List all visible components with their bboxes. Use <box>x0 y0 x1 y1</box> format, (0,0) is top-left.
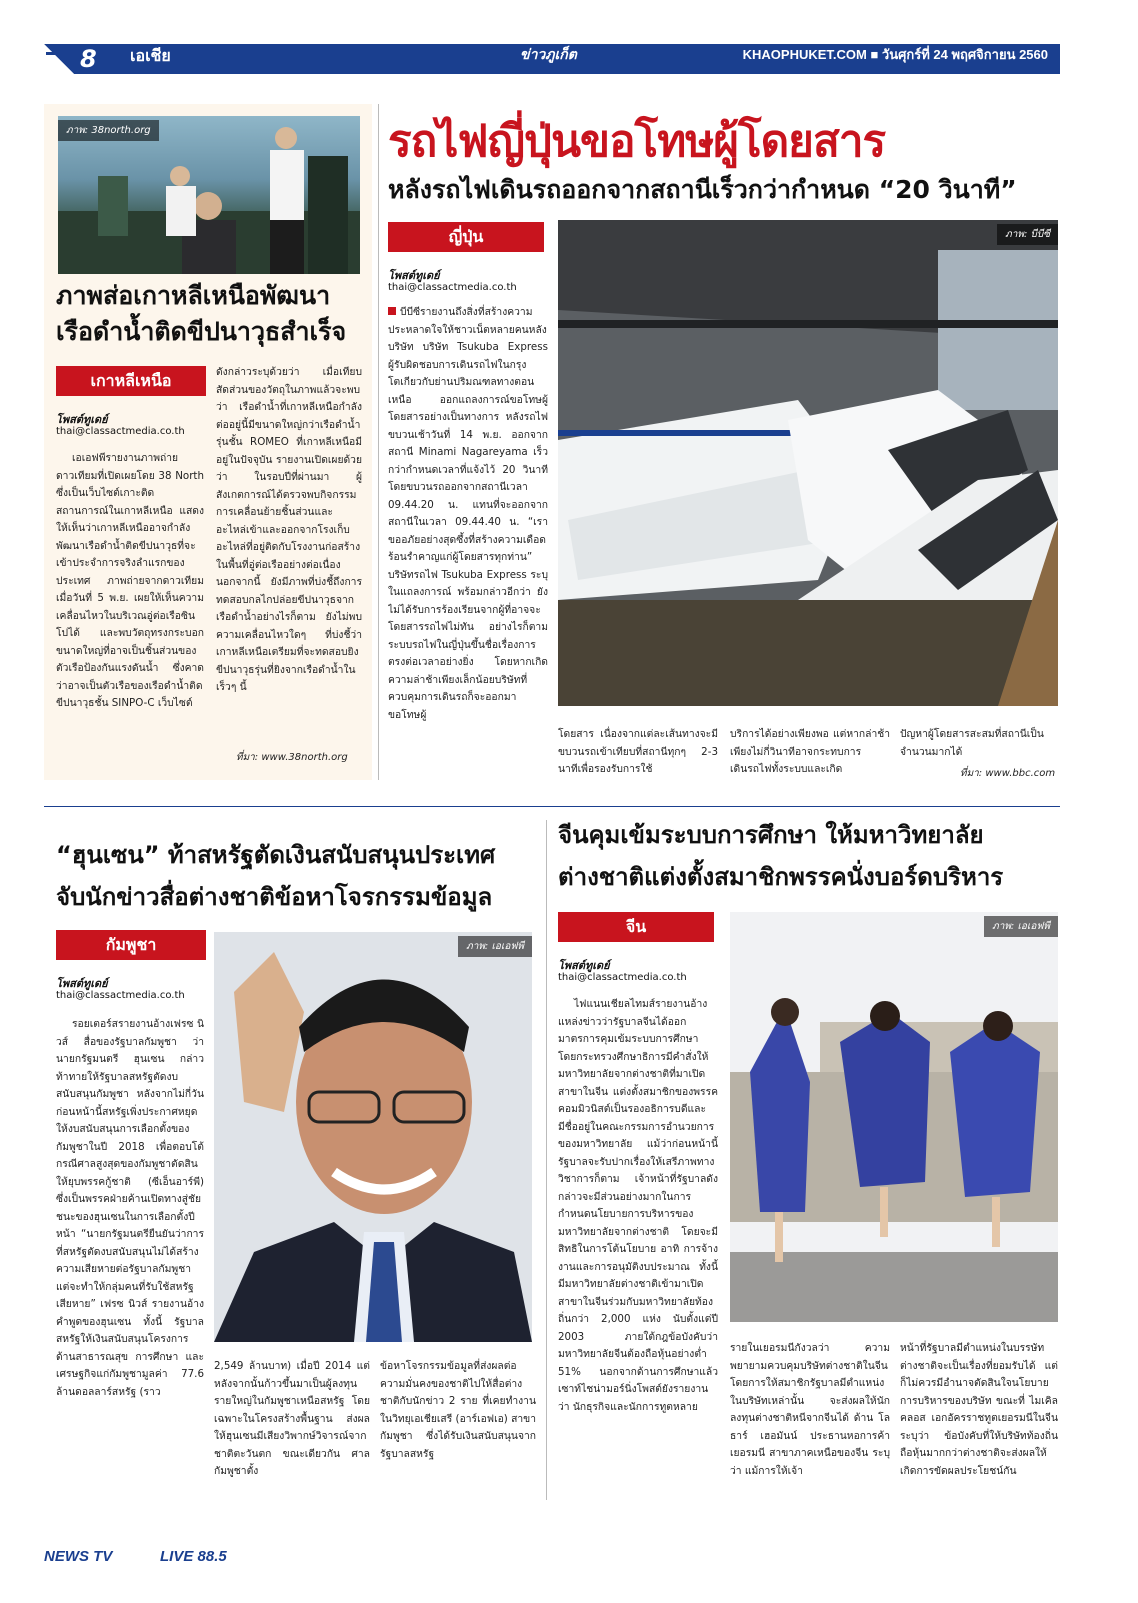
train-body-col3: บริการได้อย่างเพียงพอ แต่หากล่าช้าเพียงไม่กี่วินาทีอาจกระทบการเดินรถไฟทั้งระบบและเกิด <box>730 728 890 775</box>
train-headline: รถไฟญี่ปุ่นขอโทษผู้โดยสาร <box>388 116 886 167</box>
corner-logo-icon <box>44 44 74 74</box>
author-email: thai@classactmedia.co.th <box>388 282 517 293</box>
train-body-text: บีบีซีรายงานถึงสิ่งที่สร้างความประหลาดใจให้ชาวเน็ตหลายคนหลังบริษัท บริษัท Tsukuba Express ผู้รับผิดชอบการเดินรถไฟในกรุงโตเกียวกับย่านปริมณฑลทางตอนเหนือ ออกแถลงการณ์ขอโทษผู้โดยสารอย่างเป็นทางการ หลังรถไฟขบวนเช้าวันที่ 14 พ.ย. ออกจากสถานี Minami Nagareyama เร็วกว่ากำหนดเวลาที่แจ้งไว้ 20 วินาที โดยขบวนรถออกจากสถานีเวลา 09.44.20 น. แทนที่จะออกจากสถานีในเวลา 09.44.40 น. “เราขออภัยอย่างสุดซึ้งที่สร้างความเดือดร้อนรำคาญแก่ผู้โดยสารทุกท่าน” บริษัทรถไฟ Tsukuba Express ระบุในแถลงการณ์ พร้อมกล่าวอีกว่า ยังไม่ได้รับการร้องเรียนจากผู้ที่อาจจะโดยสารรถไฟไม่ทัน อย่างไรก็ตาม ระบบรถไฟในญี่ปุ่นขึ้นชื่อเรื่องการตรงต่อเวลาอย่างยิ่ง โดยหากเกิดความล่าช้าเพียงเล็กน้อยบริษัทที่ควบคุมการเดินรถก็จะออกมาขอโทษผู้ <box>388 306 548 721</box>
north-korea-photo <box>58 116 360 274</box>
china-body-col3: หน้าที่รัฐบาลมีตำแหน่งในบรรษัทต่างชาติจะเป็นเรื่องที่ยอมรับได้ แต่ก็ไม่ควรมีอำนาจตัดสินใจนโยบายการบริหารของบริษัท ขณะที่ ไมเคิล คลอส เอกอัครราชทูตเยอรมนีในจีน ระบุว่า ข้อบังคับที่ให้บริษัทท้องถิ่นถือหุ้นมากกว่าต่างชาติจะส่งผลให้เกิดการขัดผลประโยชน์กัน <box>900 1342 1058 1477</box>
author-name: โพสต์ทูเดย์ <box>56 413 108 426</box>
author-name: โพสต์ทูเดย์ <box>388 269 440 282</box>
author-email: thai@classactmedia.co.th <box>56 990 185 1001</box>
hunsen-headline-2: จับนักข่าวสื่อต่างชาติข้อหาโจรกรรมข้อมูล <box>56 883 493 911</box>
photo-credit: ภาพ: บีบีซี <box>997 224 1058 245</box>
cambodia-tag: กัมพูชา <box>56 930 206 960</box>
japan-tag: ญี่ปุ่น <box>388 222 544 252</box>
hunsen-photo <box>214 932 532 1342</box>
page-number: 8 <box>80 45 97 73</box>
train-source: ที่มา: www.bbc.com <box>960 768 1056 779</box>
china-tag: จีน <box>558 912 714 942</box>
china-headline-2: ต่างชาติแต่งตั้งสมาชิกพรรคนั่งบอร์ดบริหาร <box>558 863 1004 891</box>
section-name: เอเชีย <box>130 46 171 65</box>
train-photo <box>558 220 1058 706</box>
footer-logo-news: NEWS TV <box>44 1548 113 1565</box>
photo-credit: ภาพ: เอเอฟพี <box>458 936 532 957</box>
train-body-col4: ปัญหาผู้โดยสารสะสมที่สถานีเป็นจำนวนมากได้ <box>900 728 1044 758</box>
photo-credit: ภาพ: 38north.org <box>58 120 159 141</box>
horizontal-divider <box>44 806 1060 807</box>
china-body-col2: รายในเยอรมนีกังวลว่า ความพยายามควบคุมบริษัทต่างชาติในจีน โดยการให้สมาชิกรัฐบาลมีตำแหน่งในบริษัทเหล่านั้น จะส่งผลให้นักลงทุนต่างชาติหนีจากจีนได้ ด้าน โลธาร์ เฮอมันน์ ประธานหอการค้าเยอรมนี สาขาภาคเหนือของจีน ระบุว่า แม้การให้เจ้า <box>730 1342 890 1477</box>
hunsen-body-col2: 2,549 ล้านบาท) เมื่อปี 2014 แต่หลังจากนั้นก้าวขึ้นมาเป็นผู้ลงทุนรายใหญ่ในกัมพูชาเหนือสหรัฐ โดยเฉพาะในโครงสร้างพื้นฐาน ส่งผลให้ฮุนเซนมีเสียงวิพากษ์วิจารณ์จากชาติตะวันตก ขณะเดียวกัน ศาลกัมพูชาตั้ง <box>214 1360 370 1477</box>
brand-logo: ข่าวภูเก็ต <box>520 47 577 63</box>
author-name: โพสต์ทูเดย์ <box>558 959 610 972</box>
train-body-col1 <box>388 304 548 780</box>
hunsen-body-col1: รอยเตอร์สรายงานอ้างเฟรซ นิวส์ สื่อของรัฐบาลกัมพูชา ว่า นายกรัฐมนตรี ฮุนเซน กล่าวท้าทายให้รัฐบาลสหรัฐตัดงบสนับสนุนกัมพูชา หลังจากไม่กี่วันก่อนหน้านี้สหรัฐเพิ่งประกาศหยุดให้งบสนับสนุนการเลือกตั้งของกัมพูชาในปี 2018 เพื่อตอบโต้กรณีศาลสูงสุดของกัมพูชาตัดสินให้ยุบพรรคกู้ชาติ (ซีเอ็นอาร์พี) ซึ่งเป็นพรรคฝ่ายค้านเปิดทางสู่ชัยชนะของฮุนเซนในการเลือกตั้งปีหน้า “นายกรัฐมนตรียืนยันว่าการที่สหรัฐตัดงบสนับสนุนไม่ได้สร้างความเสียหายต่อรัฐบาลกัมพูชา แต่จะทำให้กลุ่มคนที่รับใช้สหรัฐเสียหาย” เฟรซ นิวส์ รายงานอ้างคำพูดของฮุนเซน ทั้งนี้ รัฐบาลสหรัฐให้เงินสนับสนุนโครงการด้านสาธารณสุข การศึกษา และเศรษฐกิจแก่กัมพูชามูลค่า 77.6 ล้านดอลลาร์สหรัฐ (ราว <box>56 1018 204 1398</box>
photo-credit: ภาพ: เอเอฟพี <box>984 916 1058 937</box>
author-name: โพสต์ทูเดย์ <box>56 977 108 990</box>
author-email: thai@classactmedia.co.th <box>56 426 185 437</box>
north-korea-body-col2: ดังกล่าวระบุด้วยว่า เมื่อเทียบสัดส่วนของวัตถุในภาพแล้วจะพบว่า เรือดำน้ำที่เกาหลีเหนือกำลังต่ออยู่นี้มีขนาดใหญ่กว่าเรือดำน้ำรุ่นชั้น ROMEO ที่เกาหลีเหนือมีอยู่ในปัจจุบัน รายงานเปิดเผยด้วยว่า ในรอบปีที่ผ่านมา ผู้สังเกตการณ์ได้ตรวจพบกิจกรรมการเคลื่อนย้ายชิ้นส่วนและอะไหล่เข้าและออกจากโรงเก็บอะไหล่ที่อยู่ติดกับโรงงานก่อสร้างในพื้นที่อู่ต่อเรืออย่างต่อเนื่อง นอกจากนี้ ยังมีภาพที่บ่งชี้ถึงการทดสอบกลไกปล่อยขีปนาวุธจากเรือดำน้ำอย่างไรก็ตาม ยังไม่พบความเคลื่อนไหวใดๆ ที่บ่งชี้ว่าเกาหลีเหนือเตรียมที่จะทดสอบยิงขีปนาวุธรุ่นที่ยิงจากเรือดำน้ำในเร็วๆ นี้ <box>216 366 362 693</box>
bullet-icon <box>388 307 396 315</box>
train-body-col2: โดยสาร เนื่องจากแต่ละเส้นทางจะมีขบวนรถเข้าเทียบที่สถานีทุกๆ 2-3 นาทีเพื่อรองรับการใช้ <box>558 728 718 775</box>
hunsen-headline-1: “ฮุนเซน” ท้าสหรัฐตัดเงินสนับสนุนประเทศ <box>56 841 496 869</box>
north-korea-source: ที่มา: www.38north.org <box>236 752 348 763</box>
china-headline-1: จีนคุมเข้มระบบการศึกษา ให้มหาวิทยาลัย <box>558 821 984 849</box>
north-korea-headline-1: ภาพส่อเกาหลีเหนือพัฒนา <box>56 281 331 310</box>
author-email: thai@classactmedia.co.th <box>558 972 687 983</box>
north-korea-headline-2: เรือดำน้ำติดขีปนาวุธสำเร็จ <box>56 317 347 346</box>
column-divider <box>546 820 547 1500</box>
column-divider <box>378 104 379 780</box>
china-body-col1: ไฟแนนเชียลไทมส์รายงานอ้างแหล่งข่าวว่ารัฐบาลจีนได้ออกมาตรการคุมเข้มระบบการศึกษา โดยกระทรวงศึกษาธิการมีคำสั่งให้มหาวิทยาลัยจากต่างชาติที่มาเปิดสาขาในจีน แต่งตั้งสมาชิกของพรรคคอมมิวนิสต์เป็นรองอธิการบดีและมีชื่ออยู่ในคณะกรรมการอำนวยการของมหาวิทยาลัย แม้ว่าก่อนหน้านี้รัฐบาลจะรับปากเรื่องให้เสรีภาพทางวิชาการก็ตาม เจ้าหน้าที่รัฐบาลดังกล่าวจะมีส่วนอย่างมากในการกำหนดนโยบายการบริหารของมหาวิทยาลัยจากต่างชาติ โดยจะมีสิทธิในการโต้นโยบาย อาทิ การจ้างงานและการอนุมัติงบประมาณ ทั้งนี้ มีมหาวิทยาลัยต่างชาติเข้ามาเปิดสาขาในจีนร่วมกับมหาวิทยาลัยท้องถิ่นกว่า 2,000 แห่ง นับตั้งแต่ปี 2003 ภายใต้กฎข้อบังคับว่า มหาวิทยาลัยจีนต้องถือหุ้นอย่างต่ำ 51% นอกจากด้านการศึกษาแล้ว เซาท์ไชน่ามอร์นิ่งโพสต์ยังรายงานว่า นักธุรกิจและนักการทูตหลาย <box>558 998 718 1413</box>
hunsen-body-col3: ข้อหาโจรกรรมข้อมูลที่ส่งผลต่อความมั่นคงของชาติไปให้สื่อต่างชาติกับนักข่าว 2 ราย ที่เคยทำงานในวิทยุเอเชียเสรี (อาร์เอฟเอ) สาขากัมพูชา ซึ่งได้รับเงินสนับสนุนจากรัฐบาลสหรัฐ <box>380 1360 536 1460</box>
china-graduates-photo <box>730 912 1058 1322</box>
footer-logo-live: LIVE 88.5 <box>160 1548 227 1565</box>
train-subheadline: หลังรถไฟเดินรถออกจากสถานีเร็วกว่ากำหนด “20 วินาที” <box>388 175 1017 204</box>
north-korea-body-col1: เอเอฟพีรายงานภาพถ่ายดาวเทียมที่เปิดเผยโดย 38 North ซึ่งเป็นเว็บไซต์เกาะติดสถานการณ์ในเกาหลีเหนือ แสดงให้เห็นว่าเกาหลีเหนืออาจกำลังพัฒนาเรือดำน้ำติดขีปนาวุธที่จะเข้าประจำการจริงลำแรกของประเทศ ภาพถ่ายจากดาวเทียมเมื่อวันที่ 5 พ.ย. เผยให้เห็นความเคลื่อนไหวในบริเวณอู่ต่อเรือซินโปได้ และพบวัตถุทรงกระบอกขนาดใหญ่ที่อาจเป็นชิ้นส่วนของตัวเรือป้องกันแรงดันน้ำ ซึ่งคาดว่าอาจเป็นตัวเรือของเรือดำน้ำติดขีปนาวุธชั้น SINPO-C เว็บไซต์ <box>56 452 204 709</box>
north-korea-tag: เกาหลีเหนือ <box>56 366 206 396</box>
site-and-date: KHAOPHUKET.COM ■ วันศุกร์ที่ 24 พฤศจิกายน 2560 <box>742 47 1048 62</box>
